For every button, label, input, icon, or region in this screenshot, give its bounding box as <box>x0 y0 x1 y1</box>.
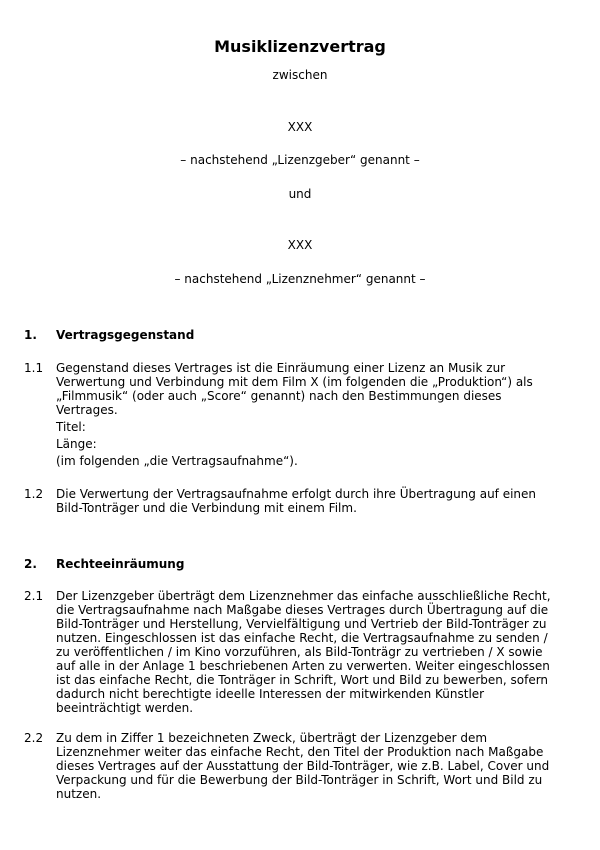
clause-2-1-line-9: beeinträchtigt werden. <box>56 701 194 715</box>
clause-2-1-line-3: Bild-Tonträger und Herstellung, Vervielfältigung und Vertrieb der Bild-Tonträger zu <box>56 617 547 631</box>
clause-1-1-line-2: Verwertung und Verbindung mit dem Film X (im folgenden die „Produktion“) als <box>56 375 533 389</box>
clause-2-1-line-2: die Vertragsaufnahme nach Maßgabe dieses Vertrages durch Übertragung auf die <box>56 603 549 617</box>
clause-1-2-number: 1.2 <box>24 487 44 501</box>
section-2-title: Rechteeinräumung <box>56 557 185 571</box>
section-1-number: 1. <box>24 328 37 342</box>
clause-2-2-line-3: dieses Vertrages auf der Ausstattung der Bild-Tonträger, wie z.B. Label, Cover und <box>56 759 550 773</box>
party-between-label: zwischen <box>272 68 328 82</box>
section-1-title: Vertragsgegenstand <box>56 328 195 342</box>
clause-1-1-text <box>56 361 542 468</box>
clause-2-2-line-4: Verpackung und für die Bewerbung der Bild-Tonträger in Schrift, Wort und Bild zu <box>56 773 543 787</box>
party-and-label: und <box>288 187 312 201</box>
clause-2-1-line-6: auf alle in der Anlage 1 beschriebenen Arten zu verwerten. Weiter eingeschlossen <box>56 659 550 673</box>
clause-1-1-line-3: „Filmmusik“ (oder auch „Score“ genannt) nach den Bestimmungen dieses <box>56 389 502 403</box>
clause-1-1-line-5: Titel: <box>56 420 86 434</box>
party-1-role: – nachstehend „Lizenzgeber“ genannt – <box>180 153 420 167</box>
party-2-name: XXX <box>287 238 313 252</box>
clause-2-1-number: 2.1 <box>24 589 44 603</box>
clause-1-2-line-1: Die Verwertung der Vertragsaufnahme erfolgt durch ihre Übertragung auf einen <box>56 487 537 501</box>
clause-1-1-number: 1.1 <box>24 361 44 375</box>
clause-2-1-line-8: dadurch nicht berechtigte ideelle Interessen der mitwirkenden Künstler <box>56 687 485 701</box>
clause-1-1-line-4: Vertrages. <box>56 403 118 417</box>
document-title: Musiklizenzvertrag <box>214 37 386 56</box>
clause-2-1-line-7: ist das einfache Recht, die Tonträger in Schrift, Wort und Bild zu bewerben, sofern <box>56 673 549 687</box>
clause-2-2-number: 2.2 <box>24 731 44 745</box>
clause-2-2-line-5: nutzen. <box>56 787 102 801</box>
clause-1-1-line-1: Gegenstand dieses Vertrages ist die Einräumung einer Lizenz an Musik zur <box>56 361 506 375</box>
clause-1-1-line-6: Länge: <box>56 437 97 451</box>
clause-2-1-text <box>56 589 551 715</box>
clause-2-2-text <box>56 731 550 801</box>
clause-2-2-line-1: Zu dem in Ziffer 1 bezeichneten Zweck, überträgt der Lizenzgeber dem <box>56 731 488 745</box>
clause-2-1-line-4: nutzen. Eingeschlossen ist das einfache Recht, die Vertragsaufnahme zu senden / <box>56 631 548 645</box>
clause-2-1-line-1: Der Lizenzgeber überträgt dem Lizenznehmer das einfache ausschließliche Recht, <box>56 589 551 603</box>
clause-2-2-line-2: Lizenznehmer weiter das einfache Recht, den Titel der Produktion nach Maßgabe <box>56 745 544 759</box>
clause-1-2-line-2: Bild-Tonträger und die Verbindung mit einem Film. <box>56 501 357 515</box>
party-1-name: XXX <box>287 120 313 134</box>
clause-1-2-text <box>56 487 542 515</box>
party-2-role: – nachstehend „Lizenznehmer“ genannt – <box>174 272 426 286</box>
clause-1-1-line-7: (im folgenden „die Vertragsaufnahme“). <box>56 454 298 468</box>
section-2-number: 2. <box>24 557 37 571</box>
clause-2-1-line-5: zu veröffentlichen / im Kino vorzuführen, als Bild-Tonträgr zu vertrieben / X sowie <box>56 645 543 659</box>
